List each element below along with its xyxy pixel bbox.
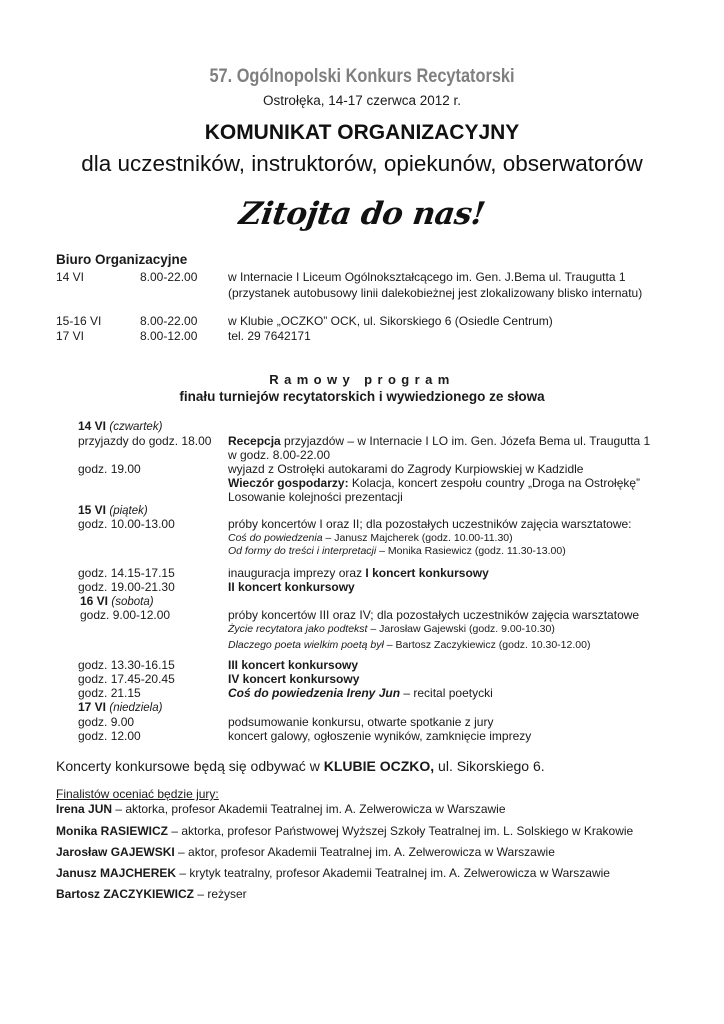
jury-member [56, 887, 247, 901]
office-hours: 8.00-22.00 [140, 314, 198, 328]
event-text: próby koncertów I oraz II; dla pozostałych uczestników zajęcia warsztatowe: [228, 517, 632, 531]
office-location-note: (przystanek autobusowy linii dalekobieżnej jest zlokalizowany blisko internatu) [228, 286, 643, 300]
jury-name: Monika RASIEWICZ [56, 824, 169, 838]
day-weekday: (piątek) [109, 505, 148, 517]
jury-desc: – aktorka, profesor Akademii Teatralnej im. A. Zelwerowicza w Warszawie [112, 802, 506, 816]
workshop-title: Dlaczego poeta wielkim poetą był [228, 639, 384, 651]
office-day: 14 VI [56, 270, 85, 284]
office-location: w Internacie I Liceum Ogólnokształcącego im. Gen. J.Bema ul. Traugutta 1 [228, 270, 626, 284]
event-text: koncert galowy, ogłoszenie wyników, zamknięcie imprezy [228, 729, 532, 743]
event-time: godz. 12.00 [78, 729, 141, 743]
day-date: 15 VI [78, 503, 107, 517]
day-weekday: (niedziela) [109, 702, 163, 714]
jury-member [56, 824, 633, 838]
workshop-info: – Bartosz Zaczykiewicz (godz. 10.30-12.00) [383, 639, 591, 651]
day-weekday: (sobota) [111, 596, 154, 608]
event-bold: II koncert konkursowy [228, 580, 355, 594]
office-hours: 8.00-12.00 [140, 329, 198, 343]
office-phone: tel. 29 7642171 [228, 329, 311, 343]
event-time: godz. 14.15-17.15 [78, 566, 175, 580]
concerts-venue: KLUBIE OCZKO, [323, 758, 435, 774]
workshop-title: Coś do powiedzenia [228, 532, 323, 544]
office-day: 15-16 VI [56, 314, 102, 328]
day-weekday: (czwartek) [109, 421, 163, 433]
event-bold: I koncert konkursowy [365, 566, 489, 580]
workshop-info: – Monika Rasiewicz (godz. 11.30-13.00) [376, 545, 566, 557]
event-description [228, 434, 650, 448]
event-title: 57. Ogólnopolski Konkurs Recytatorski [209, 66, 515, 87]
day-date: 17 VI [78, 700, 107, 714]
event-text: próby koncertów III oraz IV; dla pozostałych uczestników zajęcia warsztatowe [228, 608, 640, 622]
event-time: godz. 19.00 [78, 462, 141, 476]
place-date: Ostrołęka, 14-17 czerwca 2012 r. [262, 93, 462, 108]
event-time: godz. 19.00-21.30 [78, 580, 175, 594]
jury-desc: – krytyk teatralny, profesor Akademii Teatralnej im. A. Zelwerowicza w Warszawie [176, 866, 610, 880]
concerts-text: Koncerty konkursowe będą się odbywać w [56, 758, 324, 774]
event-bold: IV koncert konkursowy [228, 672, 360, 686]
program-heading: Ramowy program [269, 372, 455, 387]
event-time: godz. 9.00 [78, 715, 135, 729]
jury-member [56, 866, 610, 880]
sub-heading: dla uczestników, instruktorów, opiekunów, obserwatorów [81, 151, 643, 176]
event-time: godz. 17.45-20.45 [78, 672, 175, 686]
day-header [80, 594, 154, 608]
event-text: Losowanie kolejności prezentacji [228, 490, 403, 504]
workshop-item [228, 623, 555, 635]
office-hours: 8.00-22.00 [140, 270, 198, 284]
event-text: inauguracja imprezy oraz [228, 566, 366, 580]
jury-desc: – aktorka, profesor Państwowej Wyższej Szkoły Teatralnej im. L. Solskiego w Krakowie [168, 824, 634, 838]
event-bold: Wieczór gospodarzy: [228, 476, 349, 490]
main-heading: KOMUNIKAT ORGANIZACYJNY [204, 121, 520, 144]
event-time: godz. 21.15 [78, 686, 141, 700]
event-description [228, 566, 489, 580]
day-date: 16 VI [80, 594, 109, 608]
office-title: Biuro Organizacyjne [56, 252, 188, 267]
event-time: godz. 10.00-13.00 [78, 517, 175, 531]
office-day: 17 VI [56, 329, 85, 343]
event-time: godz. 13.30-16.15 [78, 658, 175, 672]
office-location: w Klubie „OCZKO” OCK, ul. Sikorskiego 6 (Osiedle Centrum) [228, 314, 553, 328]
event-text: wyjazd z Ostrołęki autokarami do Zagrody Kurpiowskiej w Kadzidle [228, 462, 584, 476]
jury-member [56, 845, 555, 859]
concerts-address: ul. Sikorskiego 6. [434, 758, 545, 774]
event-bold: Recepcja [228, 434, 281, 448]
event-text: – recital poetycki [400, 686, 493, 700]
event-time: przyjazdy do godz. 18.00 [78, 434, 212, 448]
jury-title: Finalistów oceniać będzie jury: [56, 787, 219, 801]
jury-name: Bartosz ZACZYKIEWICZ [56, 887, 194, 901]
event-description [228, 476, 640, 490]
program-subheading: finału turniejów recytatorskich i wywiedzionego ze słowa [179, 389, 545, 404]
event-text: Kolacja, koncert zespołu country „Droga na Ostrołękę” [348, 476, 641, 490]
event-text: w godz. 8.00-22.00 [228, 448, 331, 462]
concerts-info [56, 758, 545, 774]
jury-name: Janusz MAJCHEREK [56, 866, 177, 880]
day-date: 14 VI [78, 419, 107, 433]
day-header [78, 700, 162, 714]
day-header [78, 503, 148, 517]
workshop-item [228, 639, 590, 651]
jury-name: Jarosław GAJEWSKI [56, 845, 175, 859]
event-description [228, 686, 493, 700]
workshop-info: – Janusz Majcherek (godz. 10.00-11.30) [322, 532, 513, 544]
event-bold: Coś do powiedzenia Ireny Jun [228, 686, 401, 700]
workshop-title: Życie recytatora jako podtekst [228, 623, 368, 635]
workshop-title: Od formy do treści i interpretacji [228, 545, 377, 557]
event-text: przyjazdów – w Internacie I LO im. Gen. Józefa Bema ul. Traugutta 1 [280, 434, 651, 448]
greeting-script: Zitojta do nas! [236, 196, 488, 232]
event-time: godz. 9.00-12.00 [80, 608, 171, 622]
event-text: podsumowanie konkursu, otwarte spotkanie z jury [228, 715, 494, 729]
jury-desc: – reżyser [194, 887, 247, 901]
jury-member [56, 802, 506, 816]
workshop-info: – Jarosław Gajewski (godz. 9.00-10.30) [367, 623, 555, 635]
workshop-item [228, 532, 513, 544]
day-header [78, 419, 162, 433]
event-bold: III koncert konkursowy [228, 658, 359, 672]
jury-desc: – aktor, profesor Akademii Teatralnej im. A. Zelwerowicza w Warszawie [174, 845, 555, 859]
jury-name: Irena JUN [56, 802, 113, 816]
workshop-item [228, 545, 566, 557]
